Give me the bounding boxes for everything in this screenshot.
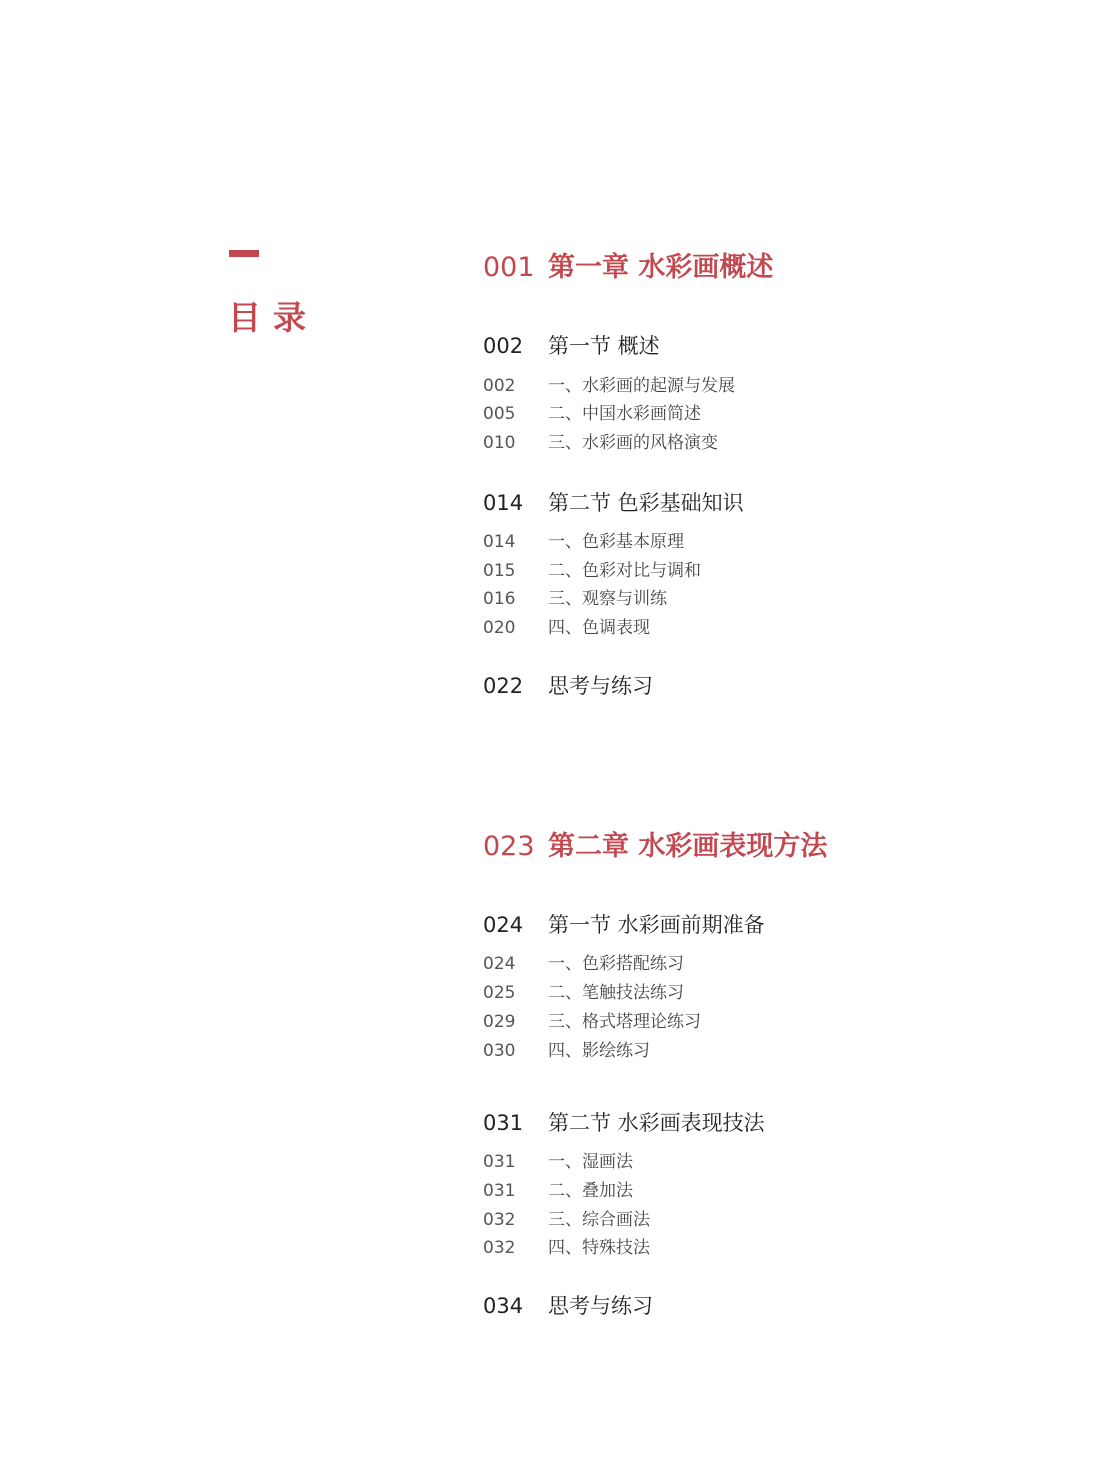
- section-page-number: 031: [483, 1111, 524, 1135]
- item-title: 三、格式塔理论练习: [548, 1012, 701, 1032]
- item-title: 一、色彩基本原理: [548, 532, 684, 552]
- item-page-number: 005: [483, 404, 516, 424]
- chapter-title: 第一章 水彩画概述: [548, 252, 774, 283]
- section-page-number: 024: [483, 913, 524, 937]
- item-title: 二、色彩对比与调和: [548, 561, 701, 581]
- section-title: 思考与练习: [548, 674, 653, 698]
- item-page-number: 015: [483, 561, 516, 581]
- section-title: 思考与练习: [548, 1294, 653, 1318]
- item-title: 三、观察与训练: [548, 589, 667, 609]
- section-page-number: 002: [483, 334, 524, 358]
- section-title: 第一节 水彩画前期准备: [548, 913, 765, 937]
- section-title: 第二节 水彩画表现技法: [548, 1111, 765, 1135]
- item-page-number: 024: [483, 954, 516, 974]
- section-title: 第一节 概述: [548, 334, 660, 358]
- item-page-number: 020: [483, 618, 516, 638]
- item-title: 二、中国水彩画简述: [548, 404, 701, 424]
- item-title: 二、笔触技法练习: [548, 983, 684, 1003]
- item-page-number: 002: [483, 376, 516, 396]
- item-page-number: 025: [483, 983, 516, 1003]
- section-page-number: 034: [483, 1294, 524, 1318]
- title-accent-bar: [229, 250, 259, 257]
- item-page-number: 029: [483, 1012, 516, 1032]
- item-title: 二、叠加法: [548, 1181, 633, 1201]
- item-page-number: 014: [483, 532, 516, 552]
- item-page-number: 032: [483, 1238, 516, 1258]
- item-page-number: 031: [483, 1152, 516, 1172]
- item-page-number: 010: [483, 433, 516, 453]
- chapter-title: 第二章 水彩画表现方法: [548, 831, 828, 862]
- chapter-page-number: 001: [483, 252, 535, 283]
- item-title: 四、色调表现: [548, 618, 650, 638]
- item-title: 一、色彩搭配练习: [548, 954, 684, 974]
- section-title: 第二节 色彩基础知识: [548, 491, 744, 515]
- item-page-number: 030: [483, 1041, 516, 1061]
- section-page-number: 022: [483, 674, 524, 698]
- item-title: 四、特殊技法: [548, 1238, 650, 1258]
- item-title: 三、综合画法: [548, 1210, 650, 1230]
- section-page-number: 014: [483, 491, 524, 515]
- item-page-number: 031: [483, 1181, 516, 1201]
- item-title: 一、水彩画的起源与发展: [548, 376, 735, 396]
- item-page-number: 016: [483, 589, 516, 609]
- item-title: 一、湿画法: [548, 1152, 633, 1172]
- item-title: 四、影绘练习: [548, 1041, 650, 1061]
- page-title: 目录: [228, 298, 318, 337]
- chapter-page-number: 023: [483, 831, 535, 862]
- item-title: 三、水彩画的风格演变: [548, 433, 718, 453]
- item-page-number: 032: [483, 1210, 516, 1230]
